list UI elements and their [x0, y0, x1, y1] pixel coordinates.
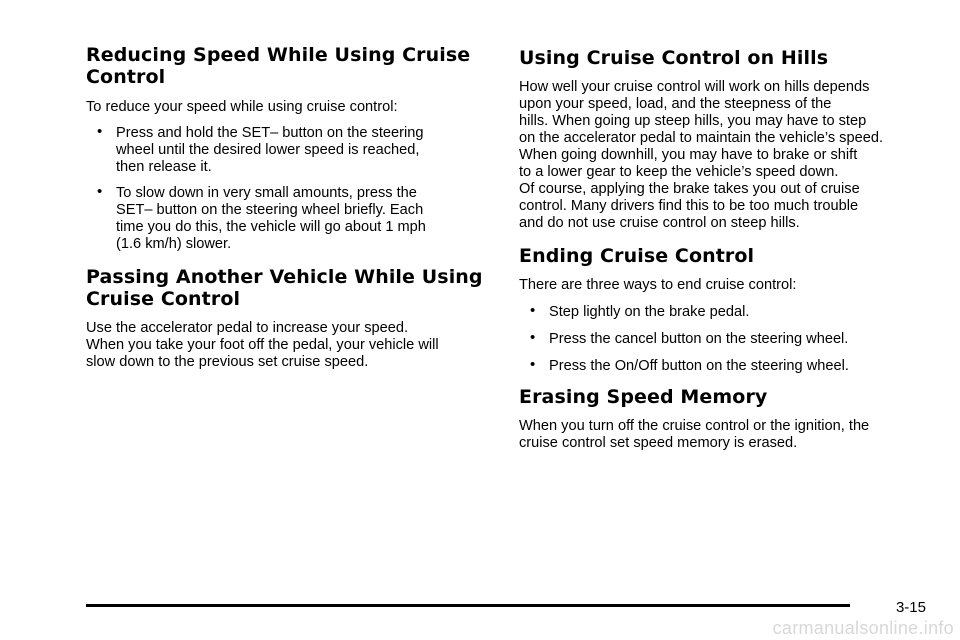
list-item [519, 331, 931, 348]
text-line: Use the accelerator pedal to increase your speed. [86, 320, 409, 336]
text-line: Of course, applying the brake takes you out of cruise [519, 181, 860, 197]
text-line: control. Many drivers find this to be too much trouble [519, 198, 859, 214]
passing-body-text [86, 320, 486, 371]
heading-cruise-on-hills: Using Cruise Control on Hills [519, 47, 829, 69]
text-line: How well your cruise control will work on hills depends [519, 79, 870, 95]
list-item-text: Step lightly on the brake pedal. [549, 304, 750, 320]
heading-ending-cruise: Ending Cruise Control [519, 245, 755, 267]
bullet-icon: • [97, 123, 103, 140]
section-passing-vehicle [86, 266, 486, 371]
text-line: to a lower gear to keep the vehicle’s speed down. [519, 164, 839, 180]
list-item-text: Press the cancel button on the steering wheel. [549, 331, 849, 347]
watermark[interactable]: carmanualsonline.info [772, 618, 954, 638]
bullet-icon: • [530, 356, 536, 373]
text-line: hills. When going up steep hills, you may have to step [519, 113, 867, 129]
page-number: 3-15 [895, 599, 926, 616]
list-item-line: time you do this, the vehicle will go about 1 mph [116, 219, 426, 235]
bullet-icon: • [530, 329, 536, 346]
list-item [86, 125, 486, 176]
list-item [519, 304, 931, 321]
heading-passing-vehicle [86, 266, 486, 310]
bullet-icon: • [97, 183, 103, 200]
erasing-body-text [519, 418, 931, 452]
section-reducing-speed [86, 44, 486, 253]
ending-intro-text: There are three ways to end cruise control: [519, 277, 797, 293]
text-line: and do not use cruise control on steep hills. [519, 215, 800, 231]
heading-line: Control [86, 66, 166, 88]
section-hills [519, 47, 931, 232]
section-ending-cruise [519, 245, 931, 375]
left-column [86, 44, 486, 371]
section-erasing-memory [519, 386, 931, 452]
list-item-line: To slow down in very small amounts, press the [116, 185, 417, 201]
list-item [519, 358, 931, 375]
text-line: upon your speed, load, and the steepness of the [519, 96, 832, 112]
reducing-intro-text: To reduce your speed while using cruise control: [86, 99, 398, 115]
text-line: When you take your foot off the pedal, your vehicle will [86, 337, 439, 353]
list-item-line: Press and hold the SET– button on the steering [116, 125, 424, 141]
ending-bullet-list [519, 304, 931, 375]
text-line: When you turn off the cruise control or the ignition, the [519, 418, 870, 434]
heading-line: Passing Another Vehicle While Using [86, 266, 483, 288]
list-item-line: SET– button on the steering wheel briefly. Each [116, 202, 424, 218]
heading-erasing-memory: Erasing Speed Memory [519, 386, 768, 408]
list-item-line: then release it. [116, 159, 212, 175]
text-line: slow down to the previous set cruise speed. [86, 354, 369, 370]
list-item-text: Press the On/Off button on the steering wheel. [549, 358, 849, 374]
right-column [519, 44, 931, 452]
footer-rule [86, 604, 850, 607]
bullet-icon: • [530, 302, 536, 319]
heading-reducing-speed [86, 44, 486, 88]
heading-line: Cruise Control [86, 288, 241, 310]
list-item [86, 185, 486, 253]
text-line: cruise control set speed memory is erased. [519, 435, 798, 451]
list-item-line: (1.6 km/h) slower. [116, 236, 232, 252]
list-item-line: wheel until the desired lower speed is reached, [116, 142, 420, 158]
heading-line: Reducing Speed While Using Cruise [86, 44, 471, 66]
text-line: When going downhill, you may have to brake or shift [519, 147, 858, 163]
reducing-bullet-list [86, 125, 486, 253]
text-line: on the accelerator pedal to maintain the vehicle’s speed. [519, 130, 883, 146]
hills-body-text [519, 79, 931, 232]
